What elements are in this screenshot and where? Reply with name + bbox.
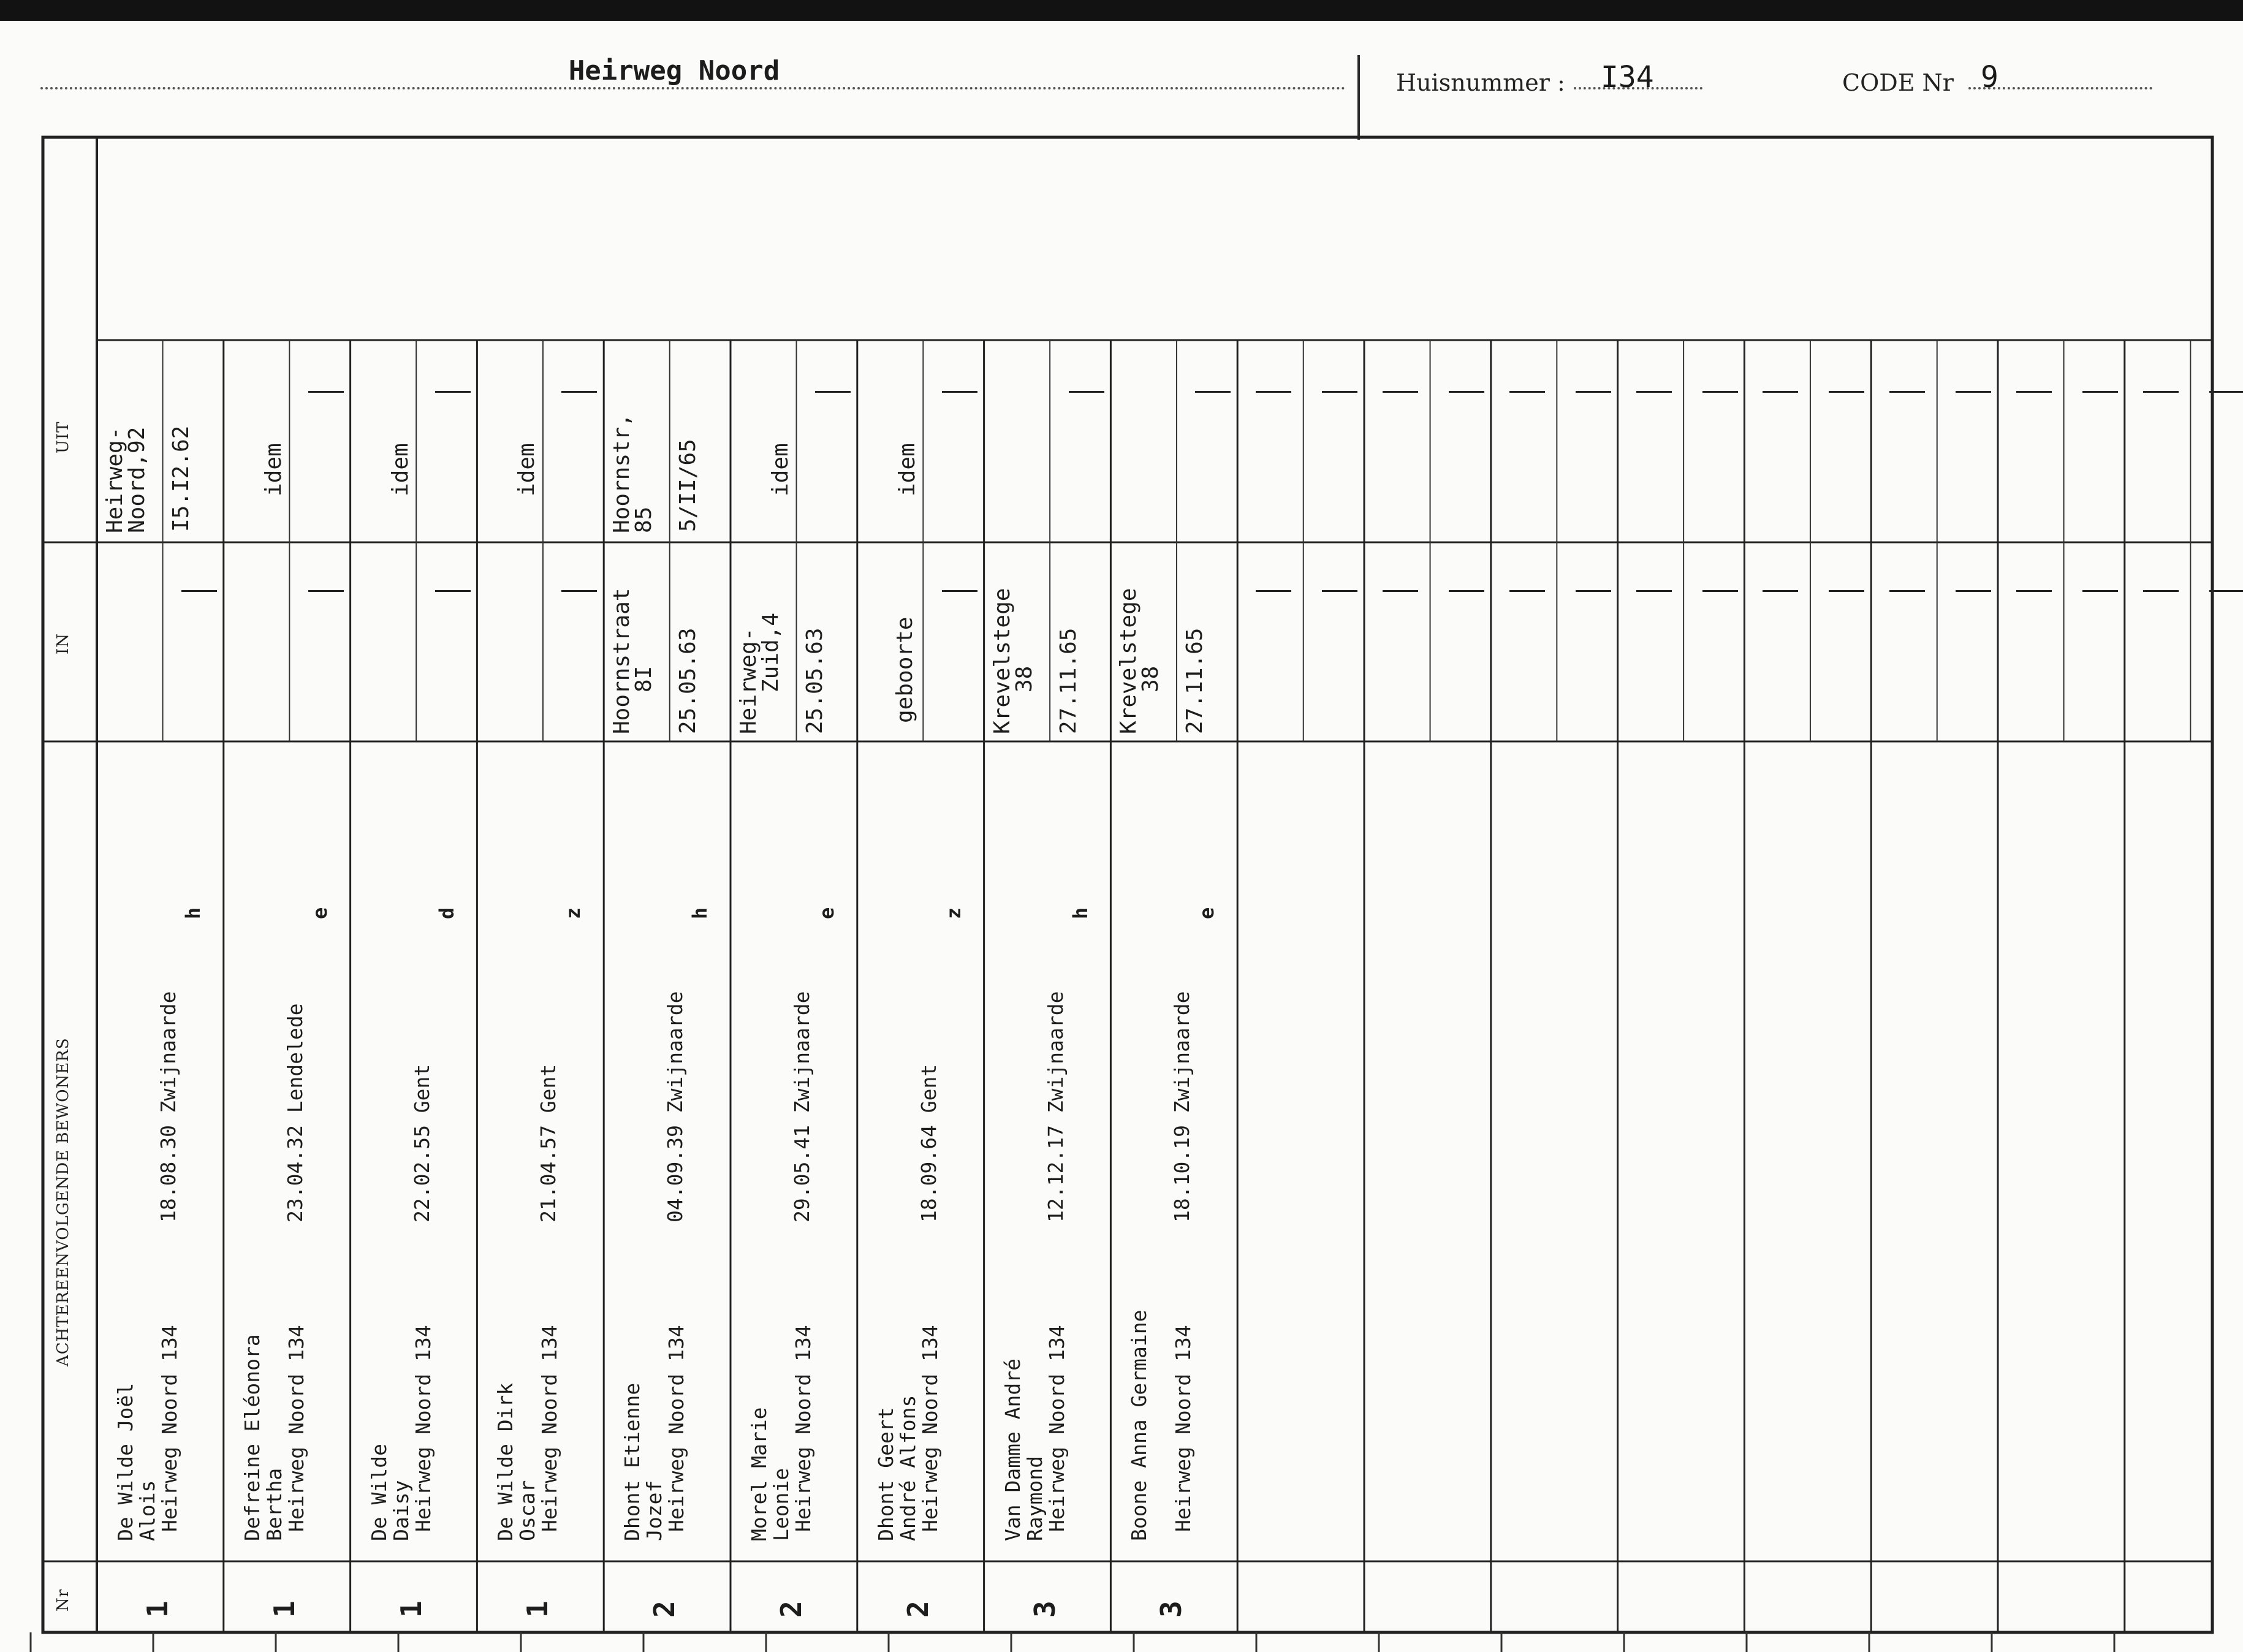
- household-number: 1: [394, 1601, 428, 1618]
- empty-cell-dash: [2209, 391, 2243, 393]
- in-from: Hoornstraat: [609, 588, 635, 734]
- in-from: Krevelstege: [989, 588, 1015, 734]
- resident-name: [620, 1382, 645, 1541]
- col-header-residents: ACHTEREENVOLGENDE BEWONERS: [54, 1037, 72, 1366]
- household-number: 2: [648, 1601, 681, 1618]
- name-line1: Van Damme André: [1000, 1358, 1025, 1541]
- resident-sex: z: [561, 907, 585, 919]
- name-line1: Dhont Etienne: [620, 1382, 645, 1541]
- in-from-line2: 38: [1011, 665, 1037, 692]
- uit-to: idem: [260, 443, 286, 496]
- household-number: 1: [267, 1601, 301, 1618]
- empty-cell-dash: [181, 590, 217, 592]
- empty-cell-dash: [1956, 590, 1991, 592]
- resident-name: [493, 1382, 518, 1541]
- empty-cell-dash: [308, 391, 344, 393]
- name-line1: De Wilde Dirk: [493, 1382, 518, 1541]
- empty-cell-dash: [1636, 391, 1672, 393]
- resident-name: [1000, 1358, 1025, 1541]
- name-line2: Leonie: [769, 1468, 793, 1541]
- empty-cell-dash: [1195, 391, 1231, 393]
- household-number: 1: [141, 1601, 174, 1618]
- resident-birth: 18.10.19 Zwijnaarde: [1170, 991, 1194, 1222]
- empty-cell-dash: [561, 391, 597, 393]
- in-date: 25.05.63: [802, 627, 827, 734]
- resident-name: [749, 1407, 769, 1541]
- resident-sex: e: [1195, 907, 1219, 919]
- in-from-line2: 8I: [631, 665, 657, 692]
- resident-sex: e: [815, 907, 838, 919]
- household-number: 3: [1155, 1601, 1188, 1618]
- empty-cell-dash: [1702, 590, 1738, 592]
- col-header-nr: Nr: [54, 1588, 72, 1612]
- resident-name: [115, 1383, 135, 1541]
- col-header-uit: UIT: [54, 421, 72, 453]
- resident-name-2: [1022, 1455, 1047, 1541]
- empty-cell-dash: [1256, 391, 1291, 393]
- resident-birth: 04.09.39 Zwijnaarde: [663, 991, 688, 1222]
- empty-cell-dash: [1956, 391, 1991, 393]
- resident-birth: 29.05.41 Zwijnaarde: [790, 991, 814, 1222]
- resident-address: Heirweg Noord 134: [411, 1325, 435, 1532]
- col-header-in: IN: [54, 632, 72, 654]
- resident-name: [1127, 1309, 1152, 1542]
- uit-date: I5.I2.62: [169, 425, 194, 532]
- resident-sex: z: [941, 907, 965, 919]
- resident-address: Heirweg Noord 134: [158, 1325, 181, 1532]
- empty-cell-dash: [1509, 590, 1545, 592]
- empty-cell-dash: [2016, 391, 2052, 393]
- empty-cell-dash: [2143, 590, 2179, 592]
- empty-cell-dash: [2082, 590, 2118, 592]
- resident-sex: h: [1068, 907, 1092, 919]
- resident-birth: 12.12.17 Zwijnaarde: [1043, 991, 1068, 1222]
- resident-name-2: [515, 1480, 540, 1541]
- resident-address: Heirweg Noord 134: [537, 1325, 562, 1532]
- resident-name-2: [771, 1468, 791, 1541]
- empty-cell-dash: [1829, 391, 1864, 393]
- resident-birth: 18.09.64 Gent: [916, 1064, 941, 1222]
- in-date: 27.11.65: [1055, 627, 1081, 734]
- resident-name-2: [137, 1480, 158, 1541]
- resident-sex: h: [181, 907, 205, 919]
- empty-cell-dash: [815, 391, 851, 393]
- empty-cell-dash: [1763, 391, 1798, 393]
- empty-cell-dash: [1322, 590, 1357, 592]
- empty-cell-dash: [1763, 590, 1798, 592]
- resident-name-2: [391, 1480, 411, 1541]
- uit-to: idem: [387, 443, 413, 496]
- empty-cell-dash: [1509, 391, 1545, 393]
- resident-sex: d: [435, 907, 458, 919]
- uit-to-line2: Noord,92: [124, 426, 150, 533]
- in-date: 27.11.65: [1182, 627, 1208, 734]
- empty-cell-dash: [1576, 590, 1611, 592]
- resident-name-2: [264, 1468, 284, 1541]
- uit-to: idem: [768, 443, 793, 496]
- empty-cell-dash: [1889, 590, 1925, 592]
- uit-to: Hoornstr,: [609, 413, 635, 533]
- empty-cell-dash: [1256, 590, 1291, 592]
- house-number-label: Huisnummer :: [1396, 69, 1565, 96]
- empty-cell-dash: [2082, 391, 2118, 393]
- empty-cell-dash: [1636, 590, 1672, 592]
- empty-cell-dash: [561, 590, 597, 592]
- resident-address: Heirweg Noord 134: [1171, 1325, 1196, 1532]
- in-from-line2: 38: [1138, 665, 1164, 692]
- empty-cell-dash: [435, 391, 471, 393]
- resident-birth: 18.08.30 Zwijnaarde: [156, 991, 180, 1222]
- empty-cell-dash: [1829, 590, 1864, 592]
- name-line1: Morel Marie: [747, 1407, 771, 1541]
- name-line2: Oscar: [515, 1480, 540, 1541]
- resident-name-2: [895, 1395, 920, 1541]
- empty-cell-dash: [435, 590, 471, 592]
- uit-to: idem: [894, 443, 920, 496]
- code-value: 9: [1981, 60, 1998, 94]
- in-from: Heirweg-: [736, 627, 761, 734]
- in-from: geboorte: [892, 616, 917, 723]
- name-line2: André Alfons: [895, 1395, 920, 1541]
- empty-cell-dash: [942, 590, 977, 592]
- resident-name-2: [642, 1480, 667, 1541]
- resident-birth: 22.02.55 Gent: [409, 1064, 434, 1222]
- resident-name: [366, 1444, 391, 1541]
- empty-cell-dash: [1069, 391, 1104, 393]
- resident-birth: 21.04.57 Gent: [536, 1064, 561, 1222]
- resident-address: Heirweg Noord 134: [791, 1325, 815, 1532]
- name-line2: Daisy: [389, 1480, 413, 1541]
- uit-to-line2: 85: [631, 506, 657, 533]
- name-line2: Raymond: [1022, 1455, 1047, 1541]
- name-line2: Jozef: [642, 1480, 667, 1541]
- name-line1: De Wilde: [366, 1444, 391, 1541]
- in-from-line2: Zuid,4: [758, 612, 783, 692]
- in-date: 25.05.63: [675, 627, 701, 734]
- resident-address: Heirweg Noord 134: [664, 1325, 689, 1532]
- household-number: 2: [775, 1601, 808, 1618]
- code-label: CODE Nr: [1842, 69, 1954, 96]
- uit-date: 5/II/65: [675, 439, 701, 532]
- resident-name: [873, 1407, 898, 1541]
- house-number-value: I34: [1601, 60, 1654, 94]
- resident-address: Heirweg Noord 134: [1044, 1325, 1069, 1532]
- empty-cell-dash: [1383, 590, 1418, 592]
- resident-name: [242, 1334, 262, 1541]
- empty-cell-dash: [1702, 391, 1738, 393]
- resident-sex: e: [308, 907, 332, 919]
- household-number: 1: [521, 1601, 555, 1618]
- empty-cell-dash: [1889, 391, 1925, 393]
- household-number: 3: [1028, 1601, 1061, 1618]
- empty-cell-dash: [1383, 391, 1418, 393]
- empty-cell-dash: [2143, 391, 2179, 393]
- resident-birth: 23.04.32 Lendelede: [283, 1003, 307, 1222]
- uit-to: idem: [514, 443, 540, 496]
- street-name: Heirweg Noord: [568, 55, 780, 86]
- household-number: 2: [901, 1601, 935, 1618]
- name-line1: De Wilde Joël: [113, 1382, 137, 1541]
- empty-cell-dash: [1449, 391, 1484, 393]
- name-line1: Boone Anna Germaine: [1127, 1309, 1152, 1541]
- empty-cell-dash: [1576, 391, 1611, 393]
- name-line2: Bertha: [262, 1468, 286, 1541]
- empty-cell-dash: [2016, 590, 2052, 592]
- name-line1: Dhont Geert: [873, 1407, 898, 1541]
- resident-sex: h: [688, 907, 712, 919]
- empty-cell-dash: [942, 391, 977, 393]
- name-line1: Defreine Eléonora: [240, 1334, 264, 1541]
- empty-cell-dash: [2209, 590, 2243, 592]
- in-from: Krevelstege: [1116, 588, 1142, 734]
- resident-address: Heirweg Noord 134: [284, 1325, 308, 1532]
- empty-cell-dash: [1449, 590, 1484, 592]
- resident-address: Heirweg Noord 134: [917, 1325, 942, 1532]
- uit-to: Heirweg-: [102, 426, 127, 533]
- empty-cell-dash: [308, 590, 344, 592]
- empty-cell-dash: [1322, 391, 1357, 393]
- name-line2: Alois: [135, 1480, 159, 1541]
